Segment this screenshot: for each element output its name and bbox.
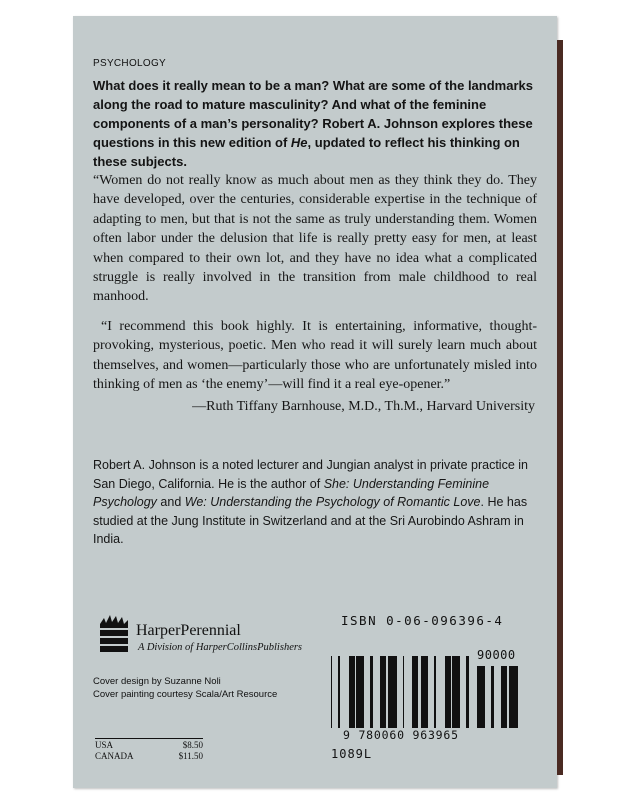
price-row bbox=[95, 740, 203, 751]
price-value: $8.50 bbox=[182, 740, 203, 750]
barcode-bar bbox=[356, 656, 358, 728]
price-value: $11.50 bbox=[178, 750, 203, 761]
barcode-bar bbox=[349, 656, 350, 728]
intro-line: Johnson explores these questions in this new edition of bbox=[93, 116, 533, 150]
item-code: 1089L bbox=[331, 747, 373, 761]
barcode-bar bbox=[362, 656, 364, 728]
barcode-bar bbox=[422, 656, 424, 728]
barcode-bar bbox=[513, 666, 515, 728]
barcode-bar bbox=[515, 666, 518, 728]
bio-book-title: She: Understanding Feminine Psychology bbox=[93, 476, 490, 510]
publisher-name: HarperPerennial bbox=[136, 622, 241, 639]
barcode-bar bbox=[506, 666, 507, 728]
barcode-bar bbox=[391, 656, 392, 728]
spine-edge bbox=[557, 40, 563, 775]
barcode-bar bbox=[350, 656, 352, 728]
price-rule bbox=[95, 738, 203, 739]
harper-fire-logo-icon bbox=[98, 614, 130, 654]
barcode-bar bbox=[483, 666, 485, 728]
review-quote-2: “I recommend this book highly. It is entertaining, informative, thought-provoking, mysterious, poetic. Men who read it will surely learn much about themselves, and women—particularly those who are unfortunately misled into thinking of men as ‘the enemy’—will find it a real eye-opener.” bbox=[93, 319, 537, 393]
price-row bbox=[95, 751, 203, 762]
barcode-bar bbox=[416, 656, 418, 728]
barcode-bar bbox=[509, 666, 512, 728]
barcode-digits: 9 780060 963965 bbox=[343, 728, 459, 742]
barcode-bar bbox=[338, 656, 340, 728]
intro-paragraph bbox=[93, 76, 533, 171]
publisher-division: A Division of HarperCollinsPublishers bbox=[138, 642, 303, 653]
isbn-text: ISBN 0-06-096396-4 bbox=[341, 613, 504, 628]
barcode-bar bbox=[370, 656, 373, 728]
price-barcode-icon bbox=[476, 666, 524, 728]
intro-line: What does it really mean to be a man? What are some of the bbox=[93, 78, 465, 93]
barcode-bar bbox=[512, 666, 513, 728]
barcode-bar bbox=[452, 656, 454, 728]
barcode-bar bbox=[385, 656, 386, 728]
bio-book-title: We: Understanding the Psychology of Romantic Love bbox=[184, 495, 481, 510]
barcode-bar bbox=[491, 666, 494, 728]
quote-attribution: —Ruth Tiffany Barnhouse, M.D., Th.M., Harvard University bbox=[192, 399, 535, 414]
category-label: PSYCHOLOGY bbox=[93, 58, 167, 69]
book-back-cover bbox=[73, 16, 557, 788]
bio-text: and bbox=[156, 495, 185, 510]
barcode-bar bbox=[445, 656, 446, 728]
bio-text: . He has studied at the Jung Institute in Switzerland and at the Sri Aurobindo Ashram in India. bbox=[93, 495, 528, 547]
price-country: CANADA bbox=[95, 750, 134, 761]
barcode-bar bbox=[331, 656, 332, 728]
barcode-bar bbox=[448, 656, 451, 728]
publisher-block bbox=[98, 610, 338, 660]
barcode-bar bbox=[457, 656, 458, 728]
barcode-bar bbox=[434, 656, 436, 728]
credit-line: Cover painting courtesy Scala/Art Resource bbox=[93, 688, 278, 700]
barcode-bar bbox=[427, 656, 428, 728]
barcode-bar bbox=[479, 666, 482, 728]
ean-barcode-icon bbox=[331, 656, 471, 728]
barcode-bar bbox=[466, 656, 469, 728]
barcode-bar bbox=[501, 666, 503, 728]
barcode-bar bbox=[415, 656, 416, 728]
barcode-bar bbox=[424, 656, 427, 728]
review-quote-1: “Women do not really know as much about men as they think they do. They have developed, over the centuries, considerable expertise in the technique of adapting to men, but that is not the same as truly understanding them. Women often labor under the delusion that life is really pretty easy for men, at least when compared to their own lot, and they have no idea what a complicated struggle is really involved in the transition from male childhood to real manhood. bbox=[93, 173, 537, 305]
barcode-bar bbox=[392, 656, 394, 728]
barcode-bar bbox=[394, 656, 397, 728]
barcode-bar bbox=[388, 656, 391, 728]
price-country: USA bbox=[95, 740, 114, 750]
barcode-bar bbox=[352, 656, 355, 728]
intro-line: landmarks along the road to mature masculinity? And what of bbox=[93, 78, 533, 112]
price-block bbox=[95, 738, 203, 761]
intro-line: updated to reflect his thinking on these subjects. bbox=[93, 135, 520, 169]
price-code: 90000 bbox=[477, 648, 516, 662]
barcode-bar bbox=[403, 656, 404, 728]
credit-line: Cover design by Suzanne Noli bbox=[93, 676, 221, 687]
author-bio bbox=[93, 456, 533, 549]
barcode-bar bbox=[482, 666, 483, 728]
barcode-bar bbox=[382, 656, 385, 728]
barcode-bar bbox=[421, 656, 422, 728]
barcode-bar bbox=[358, 656, 361, 728]
barcode-bar bbox=[446, 656, 448, 728]
cover-credits bbox=[93, 676, 277, 701]
barcode-bar bbox=[477, 666, 479, 728]
intro-line: the feminine components of a man’s personality? Robert A. bbox=[93, 97, 487, 131]
book-title: He bbox=[290, 135, 308, 150]
barcode-bar bbox=[380, 656, 382, 728]
barcode-bar bbox=[458, 656, 460, 728]
intro-line: , bbox=[307, 135, 312, 150]
bio-text: Robert A. Johnson is a noted lecturer and Jungian analyst in private practice in San Diego, California. He is the author of bbox=[93, 458, 528, 491]
barcode-bar bbox=[454, 656, 457, 728]
barcode-bar bbox=[503, 666, 506, 728]
barcode-bar bbox=[412, 656, 415, 728]
barcode-bar bbox=[361, 656, 362, 728]
